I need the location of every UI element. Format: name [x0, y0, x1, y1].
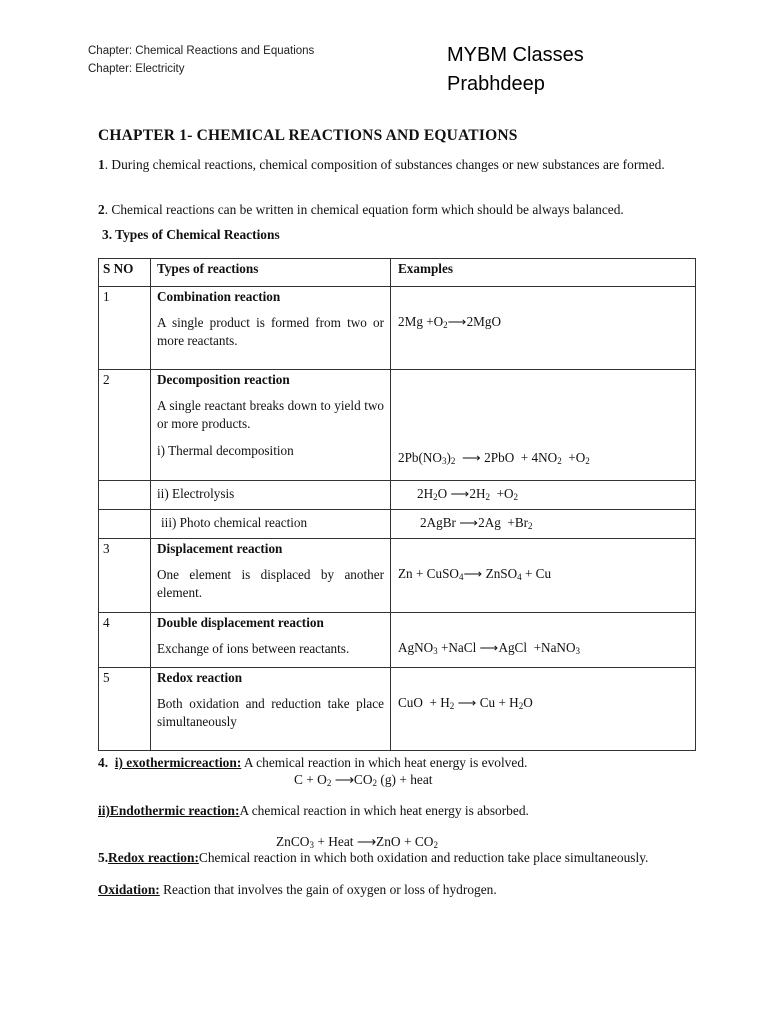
- row-type: [151, 370, 391, 480]
- section-4-number: 4: [98, 755, 105, 770]
- point-2: [98, 201, 698, 219]
- table-row: [99, 286, 695, 369]
- oxidation-definition: [98, 881, 698, 899]
- page-title: CHAPTER 1- CHEMICAL REACTIONS AND EQUATIONS: [98, 127, 518, 144]
- row-type: [151, 287, 391, 369]
- oxidation-label: Oxidation:: [98, 882, 160, 897]
- row-sno: 5: [99, 668, 151, 750]
- reaction-name: Decomposition reaction: [157, 372, 290, 387]
- point-1: [98, 156, 698, 174]
- row-sno: 1: [99, 287, 151, 369]
- reactions-table: [98, 258, 696, 751]
- table-row: [99, 509, 695, 538]
- row-sno: 3: [99, 539, 151, 612]
- reaction-example: $2Mg +O_2⟶2MgO$: [398, 314, 502, 330]
- reaction-example: AgNO$_3$ +NaCl ⟶AgCl +NaNO$_3$: [398, 640, 580, 656]
- header-type: Types of reactions: [151, 259, 391, 286]
- reaction-name: Redox reaction: [157, 670, 243, 685]
- reaction-desc: A single product is formed from two or more reactants.: [157, 315, 384, 348]
- redox-label: Redox reaction:: [108, 850, 199, 865]
- oxidation-text: Reaction that involves the gain of oxygen or loss of hydrogen.: [159, 882, 497, 897]
- reaction-example: $2Pb(NO_3)_2$ ⟶ $2PbO + 4NO_2 +O_2$: [398, 450, 590, 466]
- author-name: Prabhdeep: [447, 73, 545, 95]
- reaction-example: 2AgBr ⟶2Ag $+Br_2$: [420, 515, 533, 531]
- point-2-number: 2: [98, 202, 105, 217]
- reaction-desc: A single reactant breaks down to yield two or more products.: [157, 398, 384, 431]
- reaction-subtype: i) Thermal decomposition: [157, 443, 294, 458]
- endothermic-label: ii)Endothermic reaction:: [98, 803, 240, 818]
- table-header-row: [99, 259, 695, 286]
- types-heading: 3. Types of Chemical Reactions: [102, 227, 280, 242]
- exothermic-definition: 4. i) exothermicreaction: A chemical reaction in which heat energy is evolved.: [98, 755, 528, 770]
- table-row: [99, 667, 695, 750]
- reaction-desc: Exchange of ions between reactants.: [157, 641, 350, 656]
- table-row: [99, 480, 695, 509]
- point-1-number: 1: [98, 157, 105, 172]
- endothermic-text: A chemical reaction in which heat energy is absorbed.: [239, 803, 529, 818]
- row-type: [151, 613, 391, 667]
- reaction-name: Displacement reaction: [157, 541, 283, 556]
- reaction-desc: Both oxidation and reduction take place simultaneously: [157, 696, 384, 729]
- chapter-line-2: Chapter: Electricity: [88, 63, 185, 75]
- reaction-example: CuO + $H_2$ ⟶ $Cu + H_2O$: [398, 695, 533, 711]
- reaction-desc: One element is displaced by another element.: [157, 567, 384, 600]
- brand-header: [447, 41, 584, 99]
- endothermic-equation: ZnCO$_3$ + Heat ⟶ZnO + $CO_2$: [276, 834, 438, 850]
- redox-definition: [98, 849, 698, 867]
- table-row: [99, 538, 695, 612]
- reaction-subtype: ii) Electrolysis: [151, 481, 391, 509]
- point-1-text: . During chemical reactions, chemical composition of substances changes or new substances are formed.: [104, 157, 665, 172]
- point-2-text: . Chemical reactions can be written in chemical equation form which should be always balanced.: [104, 202, 624, 217]
- row-sno: 2: [99, 370, 151, 480]
- row-sno: 4: [99, 613, 151, 667]
- chapter-header: [88, 42, 314, 78]
- header-sno: S NO: [99, 259, 151, 286]
- exothermic-equation: $C + O_2$ $⟶CO_2$ (g) + heat: [294, 772, 433, 788]
- endothermic-definition: [98, 802, 698, 820]
- exothermic-text: A chemical reaction in which heat energy is evolved.: [241, 755, 528, 770]
- redox-text: Chemical reaction in which both oxidation and reduction take place simultaneously.: [198, 850, 649, 865]
- reaction-name: Combination reaction: [157, 289, 281, 304]
- header-examples: Examples: [398, 261, 453, 276]
- table-row: [99, 612, 695, 667]
- reaction-subtype: iii) Photo chemical reaction: [151, 510, 391, 538]
- chapter-line-1: Chapter: Chemical Reactions and Equations: [88, 45, 315, 57]
- exothermic-label: i) exothermicreaction:: [114, 755, 242, 770]
- section-5-number: 5.: [98, 850, 109, 865]
- row-type: [151, 539, 391, 612]
- reaction-example: Zn + CuSO$_4$⟶ ZnSO$_4$ + Cu: [398, 566, 552, 582]
- row-type: [151, 668, 391, 750]
- reaction-name: Double displacement reaction: [157, 615, 324, 630]
- table-row: [99, 369, 695, 480]
- reaction-example: $2H_2O$ $⟶2H_2 +O_2$: [417, 486, 519, 502]
- brand-name: MYBM Classes: [447, 44, 584, 66]
